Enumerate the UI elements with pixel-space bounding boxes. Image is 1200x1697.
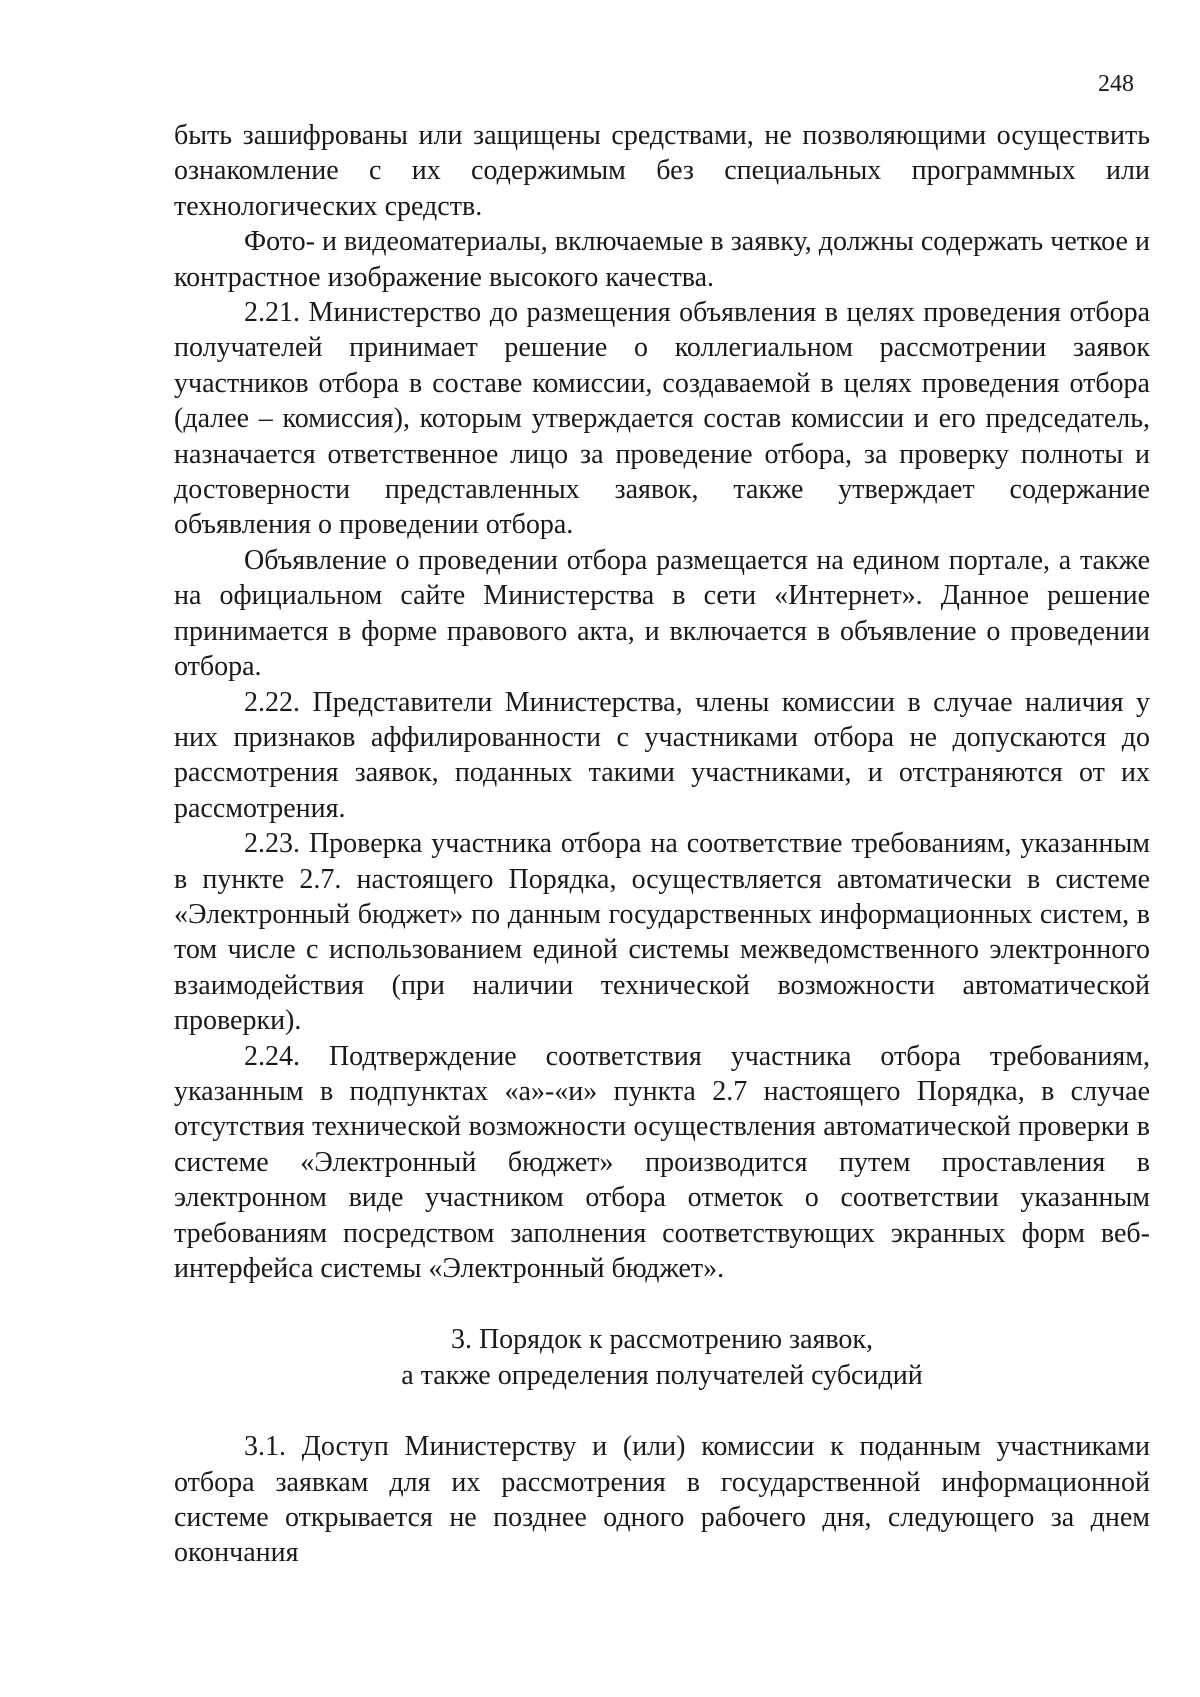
- paragraph: быть зашифрованы или защищены средствами, не позволяющими осуществить ознакомление с их содержимым без специальных программных или технологических средств.: [174, 120, 1150, 222]
- paragraphs-before: [174, 118, 1150, 1286]
- section-heading-line-1: 3. Порядок к рассмотрению заявок,: [450, 1324, 874, 1356]
- paragraphs-after: [174, 1429, 1150, 1571]
- paragraph: Фото- и видеоматериалы, включаемые в заявку, должны содержать четкое и контрастное изображение высокого качества.: [174, 226, 1150, 293]
- document-body: [174, 118, 1150, 1571]
- section-heading-line-2: а также определения получателей субсидий: [401, 1359, 923, 1391]
- paragraph-2-22: 2.22. Представители Министерства, члены комиссии в случае наличия у них признаков аффилированности с участниками отбора не допускаются до рассмотрения заявок, поданных такими участниками, и отстраняются от их рассмотрения.: [174, 686, 1150, 824]
- page-number: 248: [1098, 71, 1134, 97]
- paragraph-2-23: 2.23. Проверка участника отбора на соответствие требованиям, указанным в пункте 2.7. настоящего Порядка, осуществляется автоматически в системе «Электронный бюджет» по данным государственных информационных систем, в том числе с использованием единой системы межведомственного электронного взаимодействия (при наличии технической возможности автоматической проверки).: [174, 828, 1150, 1037]
- paragraph-2-21: 2.21. Министерство до размещения объявления в целях проведения отбора получателей принимает решение о коллегиальном рассмотрении заявок участников отбора в составе комиссии, создаваемой в целях проведения отбора (далее – комиссия), которым утверждается состав комиссии и его председатель, назначается ответственное лицо за проведение отбора, за проверку полноты и достоверности представленных заявок, также утверждает содержание объявления о проведении отбора.: [174, 297, 1150, 541]
- paragraph-3-1: 3.1. Доступ Министерству и (или) комиссии к поданным участниками отбора заявкам для их рассмотрения в государственной информационной системе открывается не позднее одного рабочего дня, следующего за днем окончания: [174, 1431, 1150, 1569]
- section-heading: [174, 1322, 1150, 1393]
- paragraph-2-24: 2.24. Подтверждение соответствия участника отбора требованиям, указанным в подпунктах «а»-«и» пункта 2.7 настоящего Порядка, в случае отсутствия технической возможности осуществления автоматической проверки в системе «Электронный бюджет» производится путем проставления в электронном виде участником отбора отметок о соответствии указанным требованиям посредством заполнения соответствующих экранных форм веб-интерфейса системы «Электронный бюджет».: [174, 1040, 1150, 1284]
- paragraph: Объявление о проведении отбора размещается на едином портале, а также на официальном сайте Министерства в сети «Интернет». Данное решение принимается в форме правового акта, и включается в объявление о проведении отбора.: [174, 544, 1150, 683]
